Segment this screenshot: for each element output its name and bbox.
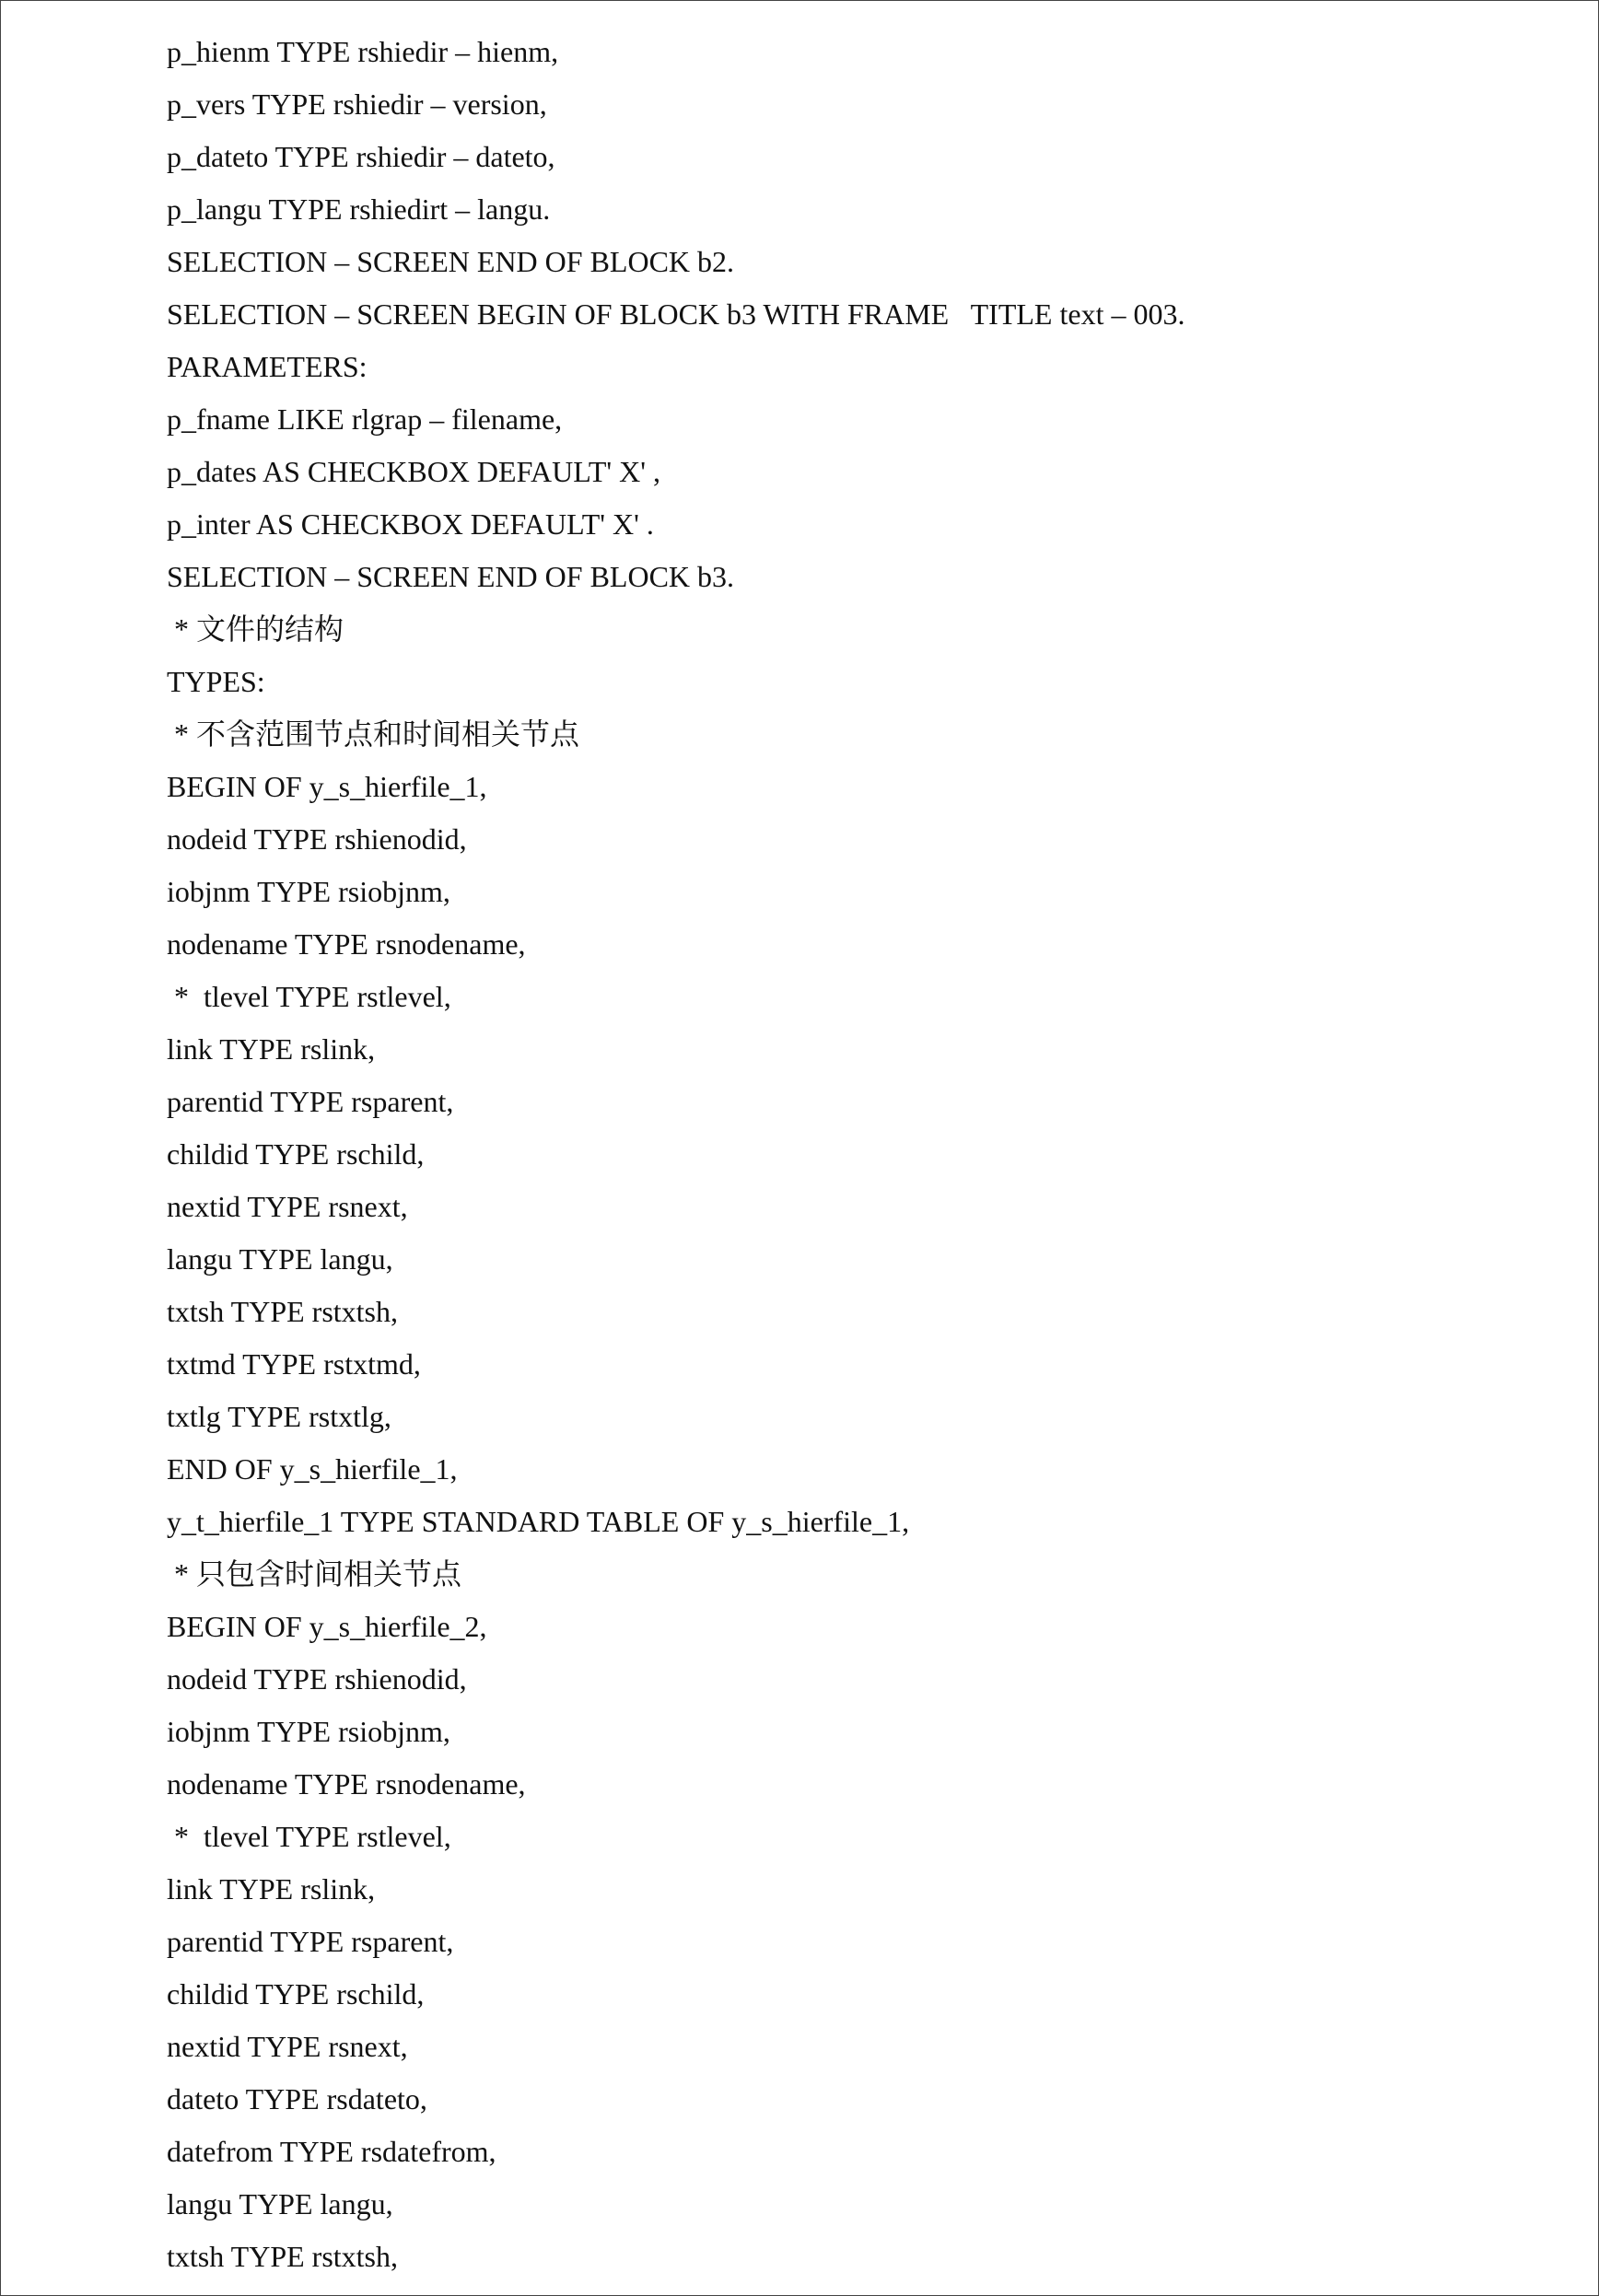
code-line: p_dates AS CHECKBOX DEFAULT' X' , <box>167 455 660 488</box>
code-line: p_langu TYPE rshiedirt – langu. <box>167 192 551 226</box>
code-line: dateto TYPE rsdateto, <box>167 2082 427 2115</box>
code-line: iobjnm TYPE rsiobjnm, <box>167 875 450 908</box>
code-line: p_fname LIKE rlgrap – filename, <box>167 402 563 436</box>
code-line: txtsh TYPE rstxtsh, <box>167 1295 398 1328</box>
code-line: p_hienm TYPE rshiedir – hienm, <box>167 35 559 68</box>
code-line: parentid TYPE rsparent, <box>167 1925 454 1958</box>
code-line: nodename TYPE rsnodename, <box>167 927 526 961</box>
code-line: p_vers TYPE rshiedir – version, <box>167 87 547 121</box>
code-line: nextid TYPE rsnext, <box>167 2030 408 2063</box>
code-line: nodename TYPE rsnodename, <box>167 1767 526 1801</box>
code-line: langu TYPE langu, <box>167 2187 393 2220</box>
code-line: childid TYPE rschild, <box>167 1137 425 1171</box>
code-line: * 只包含时间相关节点 <box>167 1557 462 1591</box>
code-line: link TYPE rslink, <box>167 1872 376 1906</box>
code-line: BEGIN OF y_s_hierfile_1, <box>167 770 487 803</box>
code-line: SELECTION – SCREEN BEGIN OF BLOCK b3 WITH FRAME TITLE text – 003. <box>167 297 1185 331</box>
code-line: datefrom TYPE rsdatefrom, <box>167 2135 496 2168</box>
code-line: txtmd TYPE rstxtmd, <box>167 1347 421 1381</box>
code-line: BEGIN OF y_s_hierfile_2, <box>167 1610 487 1643</box>
code-line: txtsh TYPE rstxtsh, <box>167 2240 398 2273</box>
code-line: txtlg TYPE rstxtlg, <box>167 1400 391 1433</box>
code-line: * 不含范围节点和时间相关节点 <box>167 717 580 751</box>
code-line: * 文件的结构 <box>167 612 344 646</box>
code-line: nodeid TYPE rshienodid, <box>167 822 467 856</box>
code-line: langu TYPE langu, <box>167 1242 393 1276</box>
code-line: SELECTION – SCREEN END OF BLOCK b3. <box>167 560 735 593</box>
code-line: link TYPE rslink, <box>167 1032 376 1066</box>
code-line: p_dateto TYPE rshiedir – dateto, <box>167 140 555 173</box>
code-line: nodeid TYPE rshienodid, <box>167 1662 467 1696</box>
code-line: nextid TYPE rsnext, <box>167 1190 408 1223</box>
code-line: y_t_hierfile_1 TYPE STANDARD TABLE OF y_s_hierfile_1, <box>167 1505 910 1538</box>
code-line: END OF y_s_hierfile_1, <box>167 1452 458 1486</box>
code-line: iobjnm TYPE rsiobjnm, <box>167 1715 450 1748</box>
code-line: p_inter AS CHECKBOX DEFAULT' X' . <box>167 507 654 541</box>
code-line: parentid TYPE rsparent, <box>167 1085 454 1118</box>
code-line: childid TYPE rschild, <box>167 1977 425 2010</box>
code-line: * tlevel TYPE rstlevel, <box>167 980 451 1013</box>
code-listing <box>167 26 1185 2283</box>
code-line: PARAMETERS: <box>167 350 368 383</box>
code-line: SELECTION – SCREEN END OF BLOCK b2. <box>167 245 735 278</box>
code-line: TYPES: <box>167 665 265 698</box>
code-line: * tlevel TYPE rstlevel, <box>167 1820 451 1853</box>
